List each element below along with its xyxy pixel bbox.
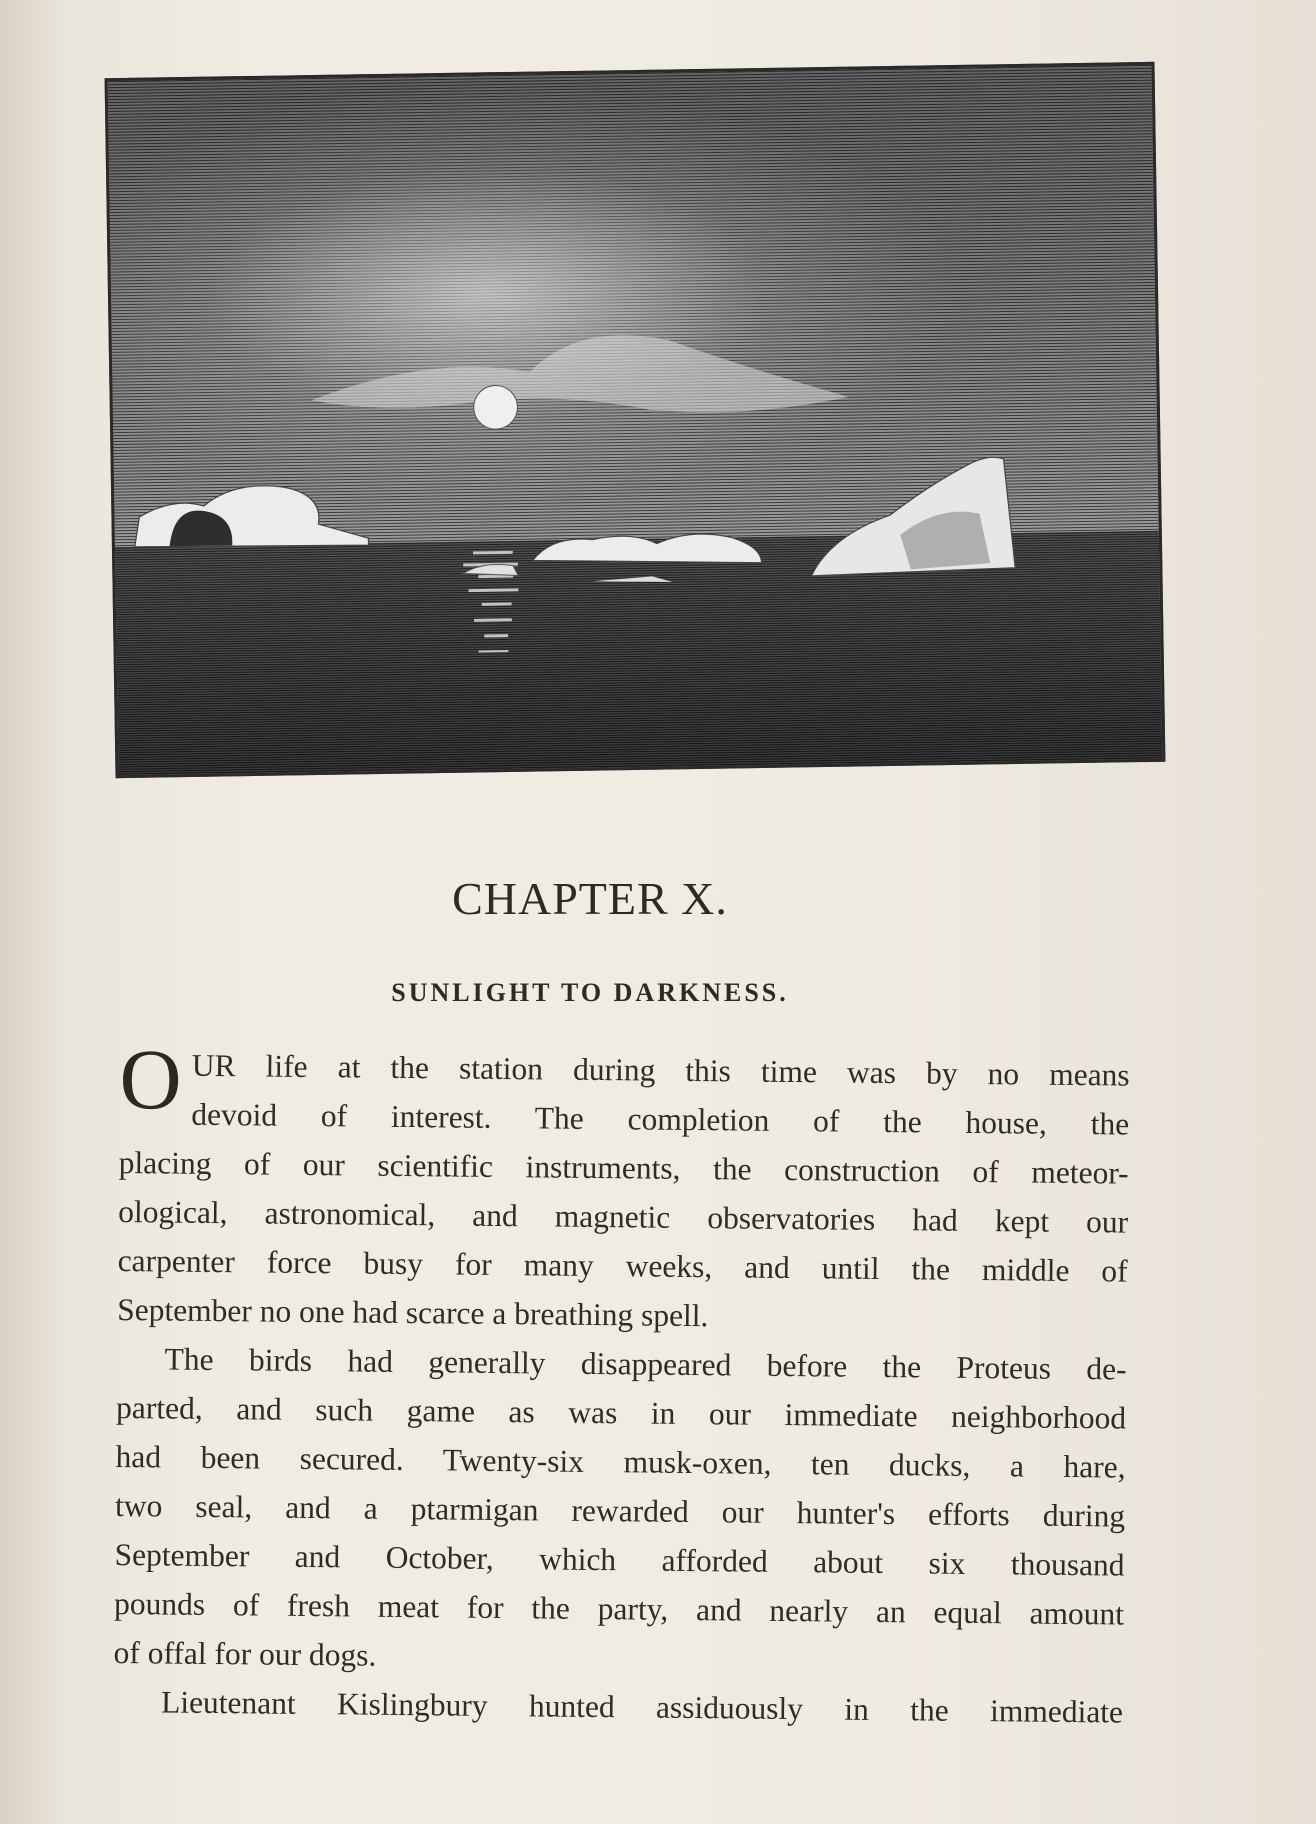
chapter-body-text	[113, 1031, 1130, 1737]
text-line: UR life at the station during this time was by no means	[191, 1047, 1130, 1093]
engraving-illustration	[105, 62, 1166, 778]
text-line: ological, astronomical, and magnetic observatories had kept our	[118, 1193, 1129, 1240]
text-line: of offal for our dogs.	[113, 1634, 377, 1673]
text-line: had been secured. Twenty-six musk-oxen, ten ducks, a hare,	[115, 1438, 1126, 1485]
text-line: Lieutenant Kislingbury hunted assiduously in the immediate	[160, 1684, 1124, 1730]
iceberg-scene-icon	[108, 65, 1163, 775]
chapter-heading: CHAPTER X.	[452, 873, 728, 924]
drop-cap-letter: O	[119, 1031, 183, 1128]
text-line: devoid of interest. The completion of the house, the	[191, 1096, 1130, 1142]
text-line: carpenter force busy for many weeks, and until the middle of	[117, 1242, 1128, 1289]
text-line: two seal, and a ptarmigan rewarded our hunter's efforts during	[114, 1487, 1126, 1534]
text-line: The birds had generally disappeared before the Proteus de-	[164, 1341, 1127, 1387]
text-line: September no one had scarce a breathing spell.	[116, 1291, 709, 1334]
text-line: September and October, which afforded about six thousand	[114, 1536, 1125, 1583]
text-line: placing of our scientific instruments, the construction of meteor-	[118, 1144, 1129, 1191]
chapter-title: SUNLIGHT TO DARKNESS.	[391, 978, 789, 1007]
text-line: parted, and such game as was in our immediate neighborhood	[115, 1389, 1127, 1436]
text-line: pounds of fresh meat for the party, and nearly an equal amount	[113, 1585, 1125, 1632]
